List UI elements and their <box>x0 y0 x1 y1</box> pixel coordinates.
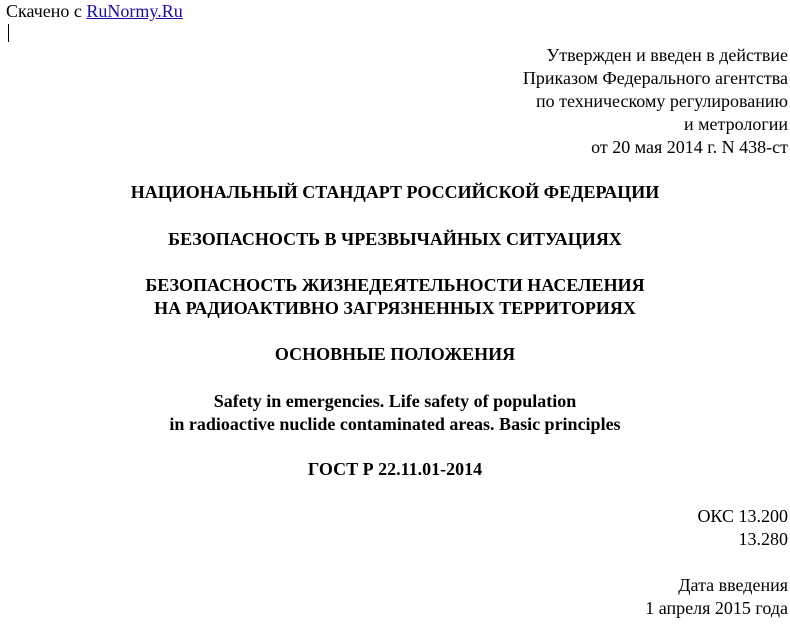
approval-line-2: Приказом Федерального агентства <box>522 68 788 88</box>
english-title <box>0 390 790 436</box>
oks-classification <box>697 505 788 551</box>
oks-line-2: 13.280 <box>738 529 788 549</box>
english-title-line-1: Safety in emergencies. Life safety of population <box>213 391 577 411</box>
approval-line-1: Утвержден и введен в действие <box>546 45 788 65</box>
standard-designation: ГОСТ Р 22.11.01-2014 <box>307 459 483 479</box>
document-title <box>0 274 790 320</box>
approval-line-3: по техническому регулированию <box>535 91 788 111</box>
series-title-heading: БЕЗОПАСНОСТЬ В ЧРЕЗВЫЧАЙНЫХ СИТУАЦИЯХ <box>168 229 622 249</box>
approval-block <box>523 44 788 159</box>
standard-type-heading: НАЦИОНАЛЬНЫЙ СТАНДАРТ РОССИЙСКОЙ ФЕДЕРАЦИИ <box>130 182 660 202</box>
document-title-line-1: БЕЗОПАСНОСТЬ ЖИЗНЕДЕЯТЕЛЬНОСТИ НАСЕЛЕНИЯ <box>145 275 645 295</box>
introduction-date-block <box>645 574 788 620</box>
english-title-line-2: in radioactive nuclide contaminated areas. Basic principles <box>169 414 621 434</box>
approval-line-5: от 20 мая 2014 г. N 438-ст <box>591 137 788 157</box>
document-title-line-2: НА РАДИОАКТИВНО ЗАГРЯЗНЕННЫХ ТЕРРИТОРИЯХ <box>154 298 636 318</box>
download-source-prefix: Скачено с <box>6 1 87 21</box>
introduction-date-label: Дата введения <box>678 575 788 595</box>
runormy-link[interactable]: RuNormy.Ru <box>86 1 183 21</box>
text-cursor <box>8 24 9 42</box>
document-subtitle: ОСНОВНЫЕ ПОЛОЖЕНИЯ <box>274 344 516 364</box>
approval-line-4: и метрологии <box>684 114 788 134</box>
download-source-note <box>6 0 183 22</box>
introduction-date-value: 1 апреля 2015 года <box>645 598 788 618</box>
oks-line-1: ОКС 13.200 <box>697 506 788 526</box>
